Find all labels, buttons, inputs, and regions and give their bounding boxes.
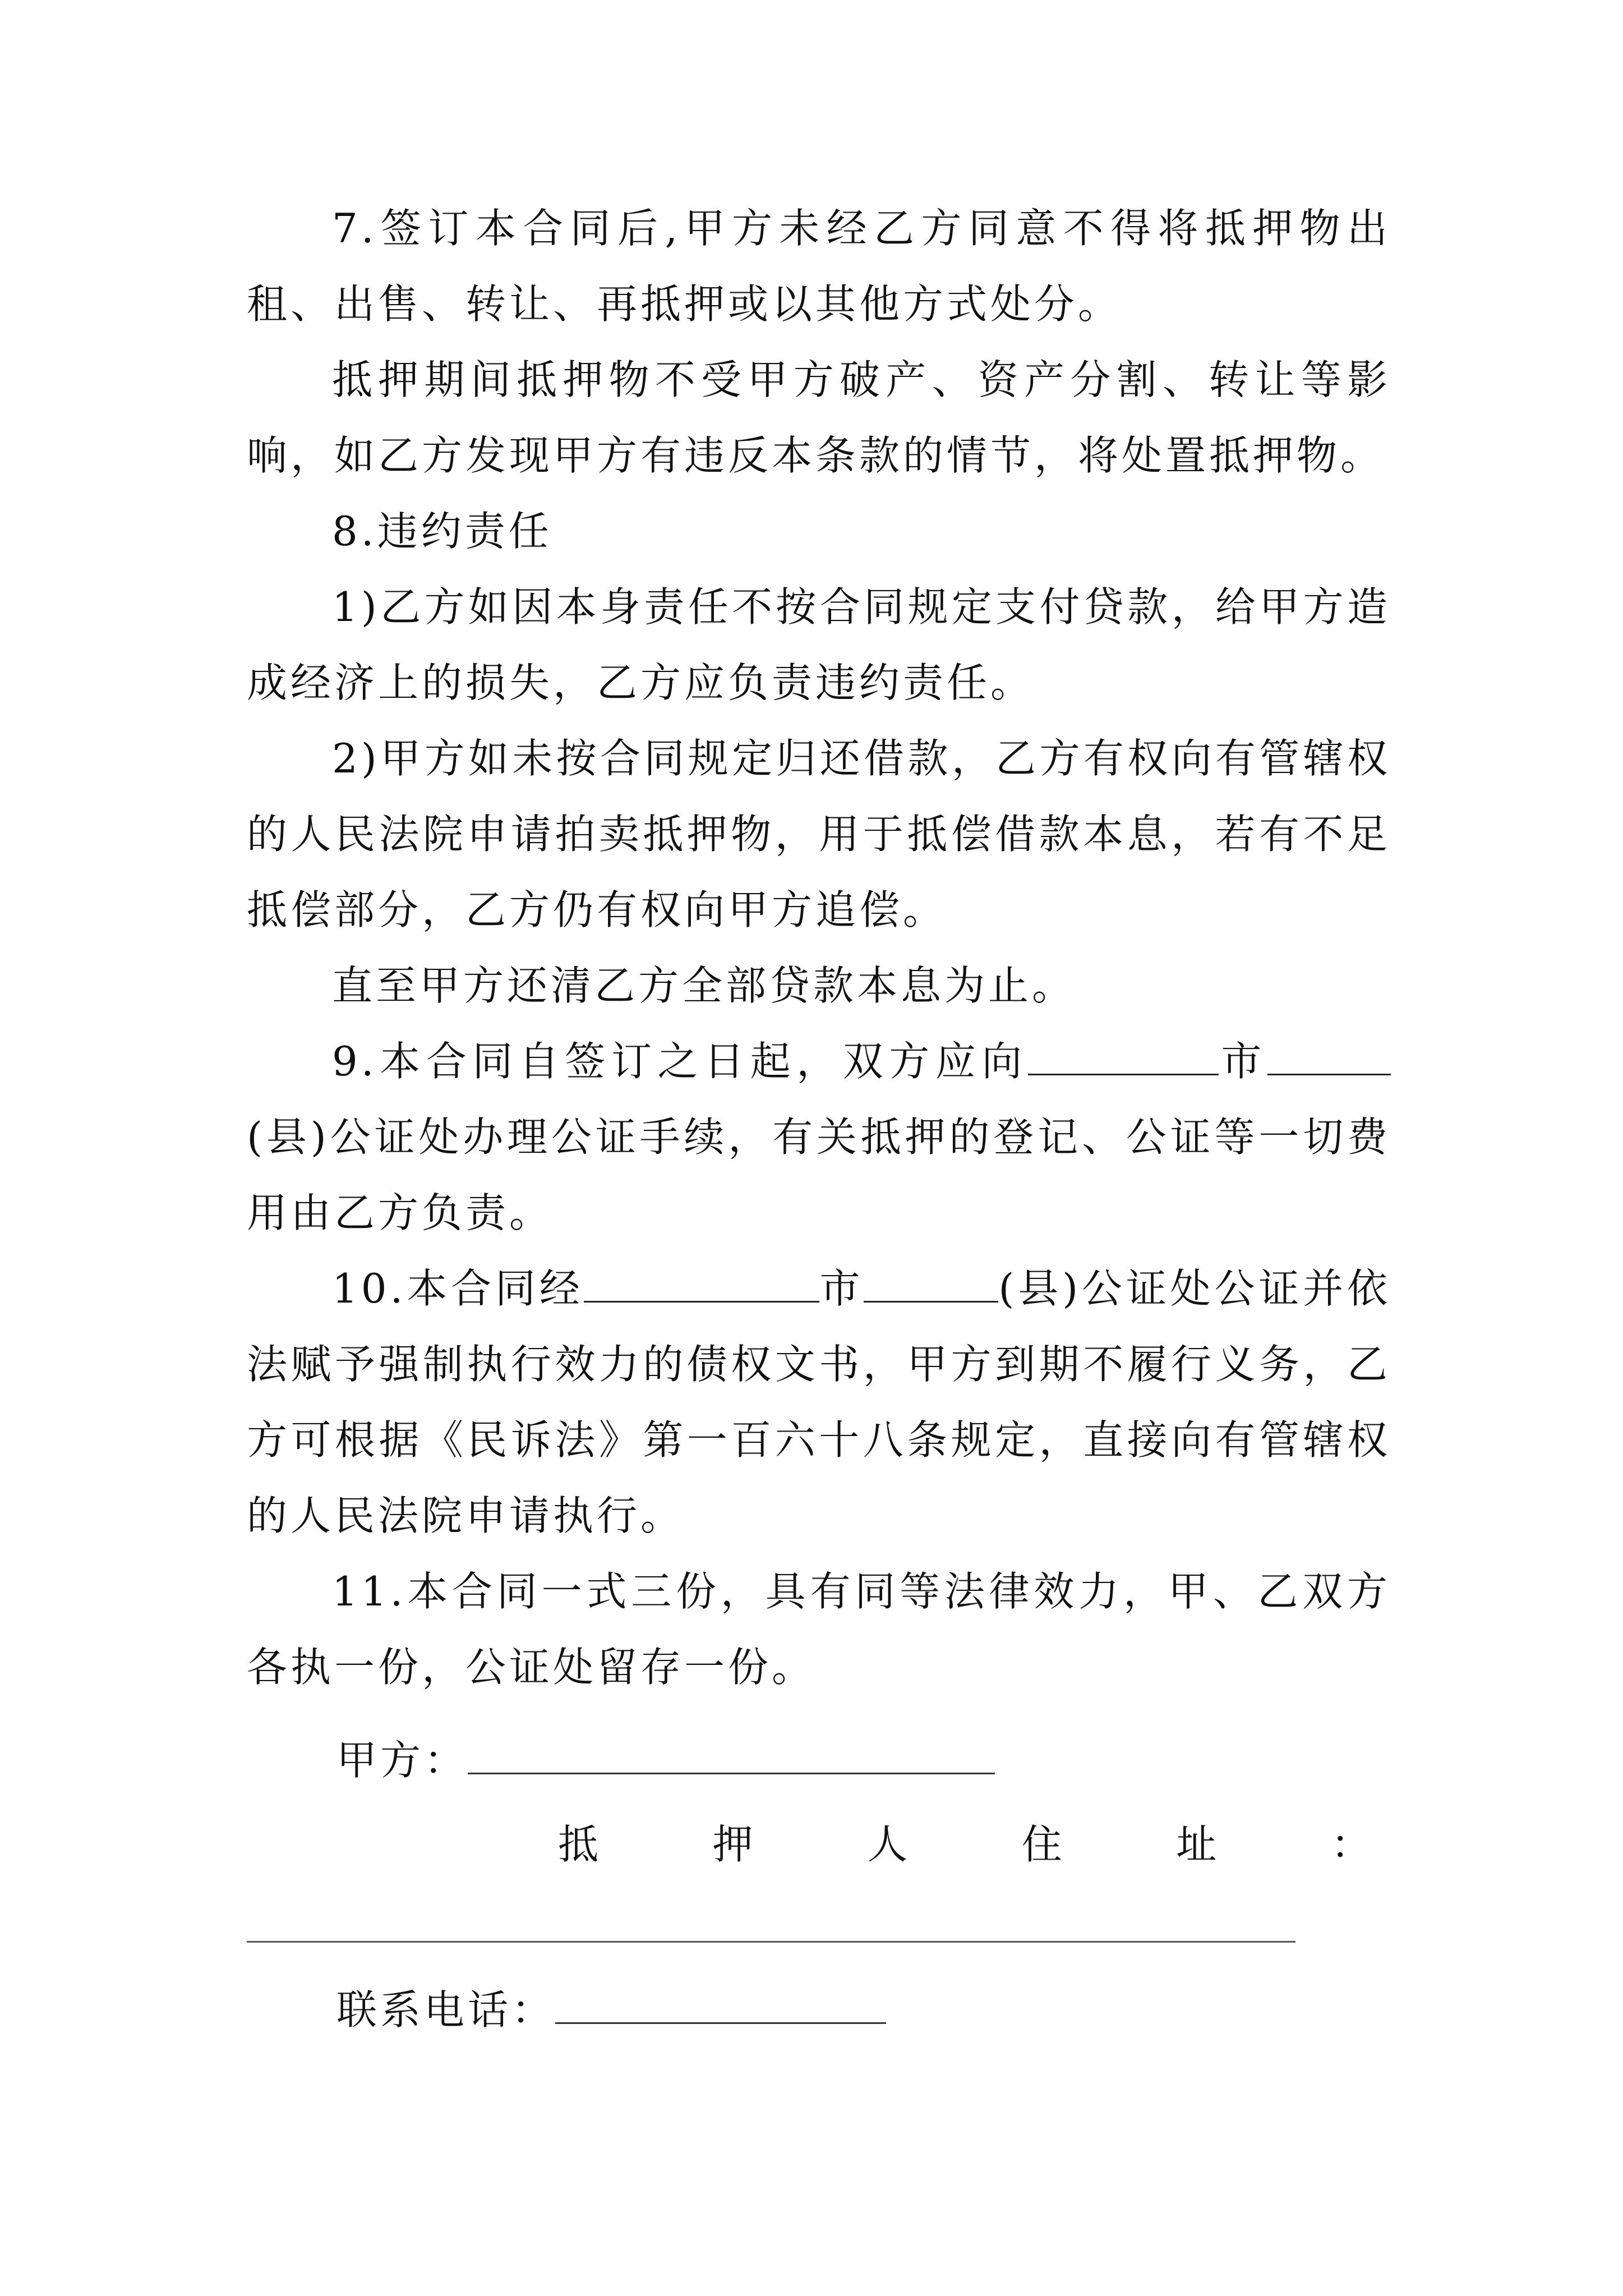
party-a-signature-line[interactable] [468, 1737, 995, 1774]
contract-body [247, 191, 1391, 1705]
clause-8-item-1: 1)乙方如因本身责任不按合同规定支付贷款，给甲方造成经济上的损失，乙方应负责违约责任。 [247, 583, 1391, 706]
clause-10-text-2: 市 [819, 1265, 864, 1312]
county-blank-2[interactable] [864, 1265, 998, 1303]
address-char: 址 [1176, 1821, 1217, 1868]
address-signature-line[interactable] [247, 1941, 1295, 1943]
address-char: 人 [867, 1821, 908, 1868]
address-char: ： [1330, 1821, 1371, 1868]
clause-9 [247, 1024, 1391, 1251]
party-a-label: 甲方： [336, 1737, 468, 1784]
clause-8-closing: 直至甲方还清乙方全部贷款本息为止。 [332, 962, 1076, 1009]
clause-8-heading: 8.违约责任 [332, 508, 552, 555]
clause-11: 11.本合同一式三份，具有同等法律效力，甲、乙双方各执一份，公证处留存一份。 [247, 1568, 1391, 1691]
mortgagor-address-label [558, 1812, 1371, 1870]
clause-9-text-2: 市 [1218, 1038, 1267, 1085]
address-char: 押 [712, 1821, 753, 1868]
party-a-row [336, 1728, 995, 1786]
clause-7-continuation: 抵押期间抵押物不受甲方破产、资产分割、转让等影响，如乙方发现甲方有违反本条款的情节，将处置抵押物。 [247, 356, 1391, 479]
county-blank-1[interactable] [1267, 1038, 1391, 1075]
clause-7: 7.签订本合同后,甲方未经乙方同意不得将抵押物出租、出售、转让、再抵押或以其他方式处分。 [247, 205, 1391, 328]
clause-10 [247, 1251, 1391, 1554]
phone-label: 联系电话： [336, 1986, 556, 2033]
clause-9-text-3: (县)公证处办理公证手续，有关抵押的登记、公证等一切费用由乙方负责。 [247, 1114, 1391, 1236]
phone-line[interactable] [555, 1986, 886, 2024]
address-char: 抵 [558, 1821, 599, 1868]
clause-10-text-3: (县)公证处公证并依法赋予强制执行效力的债权文书，甲方到期不履行义务，乙方可根据《民诉法》第一百六十八条规定，直接向有管辖权的人民法院申请执行。 [247, 1265, 1391, 1539]
clause-8-item-2: 2)甲方如未按合同规定归还借款，乙方有权向有管辖权的人民法院申请拍卖抵押物，用于抵偿借款本息，若有不足抵偿部分，乙方仍有权向甲方追偿。 [247, 735, 1391, 933]
clause-10-text-1: 10.本合同经 [332, 1265, 584, 1312]
city-blank-1[interactable] [1028, 1038, 1219, 1075]
clause-9-text-1: 9.本合同自签订之日起，双方应向 [332, 1038, 1028, 1085]
phone-row [336, 1977, 886, 2036]
city-blank-2[interactable] [584, 1265, 819, 1303]
address-char: 住 [1021, 1821, 1062, 1868]
